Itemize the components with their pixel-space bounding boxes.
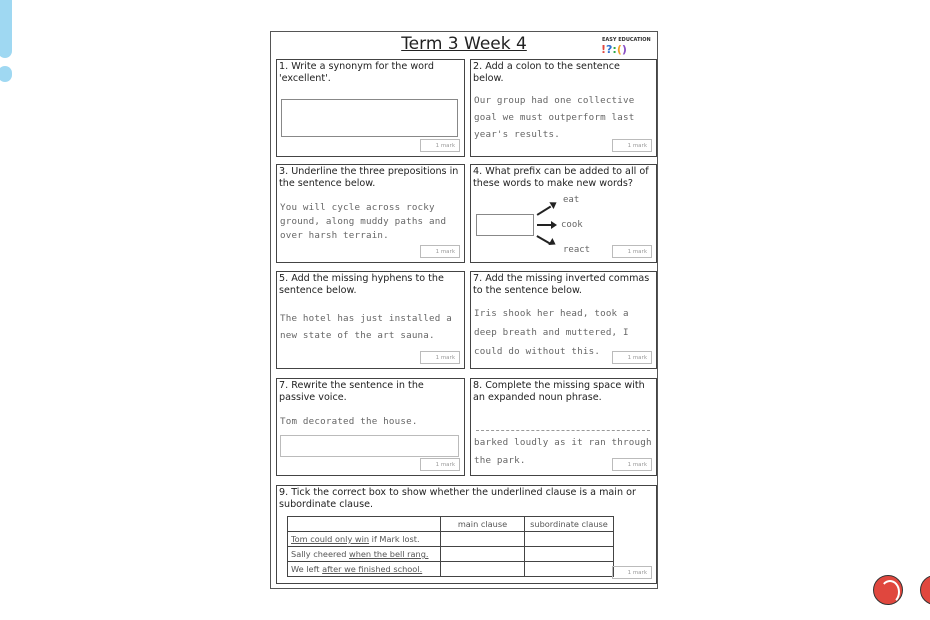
- decorative-exclamation: [0, 0, 14, 90]
- question-1-prompt: 1. Write a synonym for the word 'excellent'.: [279, 61, 434, 84]
- question-8-blank-line[interactable]: [476, 430, 650, 431]
- table-row: [288, 532, 614, 547]
- question-7-mark: 1 mark: [420, 458, 460, 471]
- question-8-box: [470, 378, 657, 476]
- question-6-box: [470, 271, 657, 369]
- question-2-box: [470, 59, 657, 157]
- question-7-prompt: 7. Rewrite the sentence in the passive voice.: [279, 380, 424, 403]
- question-5-mark: 1 mark: [420, 351, 460, 364]
- worksheet-title: Term 3 Week 4: [401, 34, 527, 54]
- question-6-sentence: Iris shook her head, took a deep breath and muttered, I could do without this.: [474, 308, 629, 357]
- header-main-clause: main clause: [441, 517, 525, 532]
- question-4-prompt: 4. What prefix can be added to all of these words to make new words?: [473, 166, 649, 189]
- question-6-prompt: 7. Add the missing inverted commas to the sentence below.: [473, 273, 650, 296]
- tick-main-3[interactable]: [441, 562, 525, 577]
- punctuation-glyphs: !?:(): [601, 43, 627, 56]
- question-9-box: [276, 485, 657, 584]
- question-2-sentence: Our group had one collective goal we must outperform last year's results.: [474, 95, 635, 140]
- question-3-box: [276, 164, 465, 263]
- question-7-answer-box[interactable]: [280, 435, 459, 457]
- question-1-mark: 1 mark: [420, 139, 460, 152]
- question-3-prompt: 3. Underline the three prepositions in the sentence below.: [279, 166, 459, 189]
- question-3-sentence: You will cycle across rocky ground, along muddy paths and over harsh terrain.: [280, 202, 447, 241]
- question-1-answer-box[interactable]: [281, 99, 458, 137]
- clause-table: [287, 516, 614, 577]
- tick-subordinate-1[interactable]: [525, 532, 614, 547]
- clause-table-header: [288, 517, 614, 532]
- question-8-sentence: barked loudly as it ran through the park.: [474, 437, 652, 466]
- word-cook: cook: [561, 220, 583, 230]
- question-6-mark: 1 mark: [612, 351, 652, 364]
- tick-subordinate-2[interactable]: [525, 547, 614, 562]
- question-8-mark: 1 mark: [612, 458, 652, 471]
- question-2-prompt: 2. Add a colon to the sentence below.: [473, 61, 620, 84]
- word-react: react: [563, 245, 591, 255]
- question-4-prefix-box[interactable]: [476, 214, 534, 236]
- arrow-up: [537, 206, 551, 216]
- word-eat: eat: [563, 195, 580, 205]
- question-9-prompt: 9. Tick the correct box to show whether the underlined clause is a main or subordinate clause.: [279, 487, 636, 510]
- question-5-sentence: The hotel has just installed a new state of the art sauna.: [280, 313, 452, 341]
- clause-sentence-1: Tom could only win if Mark lost.: [288, 532, 441, 547]
- tick-subordinate-3[interactable]: [525, 562, 614, 577]
- table-row: [288, 547, 614, 562]
- tick-main-2[interactable]: [441, 547, 525, 562]
- question-3-mark: 1 mark: [420, 245, 460, 258]
- question-1-box: [276, 59, 465, 157]
- question-4-box: [470, 164, 657, 263]
- question-5-box: [276, 271, 465, 369]
- question-5-prompt: 5. Add the missing hyphens to the sentence below.: [279, 273, 444, 296]
- arrow-right: [537, 224, 551, 226]
- decorative-ball-icon: [920, 575, 930, 605]
- clause-sentence-2: Sally cheered when the bell rang.: [288, 547, 441, 562]
- question-7-box: [276, 378, 465, 476]
- worksheet: [270, 31, 658, 589]
- question-9-mark: 1 mark: [612, 566, 652, 579]
- question-4-mark: 1 mark: [612, 245, 652, 258]
- decorative-ball-icon: [873, 575, 903, 605]
- table-row: [288, 562, 614, 577]
- question-8-prompt: 8. Complete the missing space with an expanded noun phrase.: [473, 380, 645, 403]
- clause-sentence-3: We left after we finished school.: [288, 562, 441, 577]
- question-2-mark: 1 mark: [612, 139, 652, 152]
- question-7-sentence: Tom decorated the house.: [280, 416, 418, 427]
- easy-education-logo: EASY EDUCATION !?:(): [601, 37, 651, 56]
- tick-main-1[interactable]: [441, 532, 525, 547]
- header-subordinate-clause: subordinate clause: [525, 517, 614, 532]
